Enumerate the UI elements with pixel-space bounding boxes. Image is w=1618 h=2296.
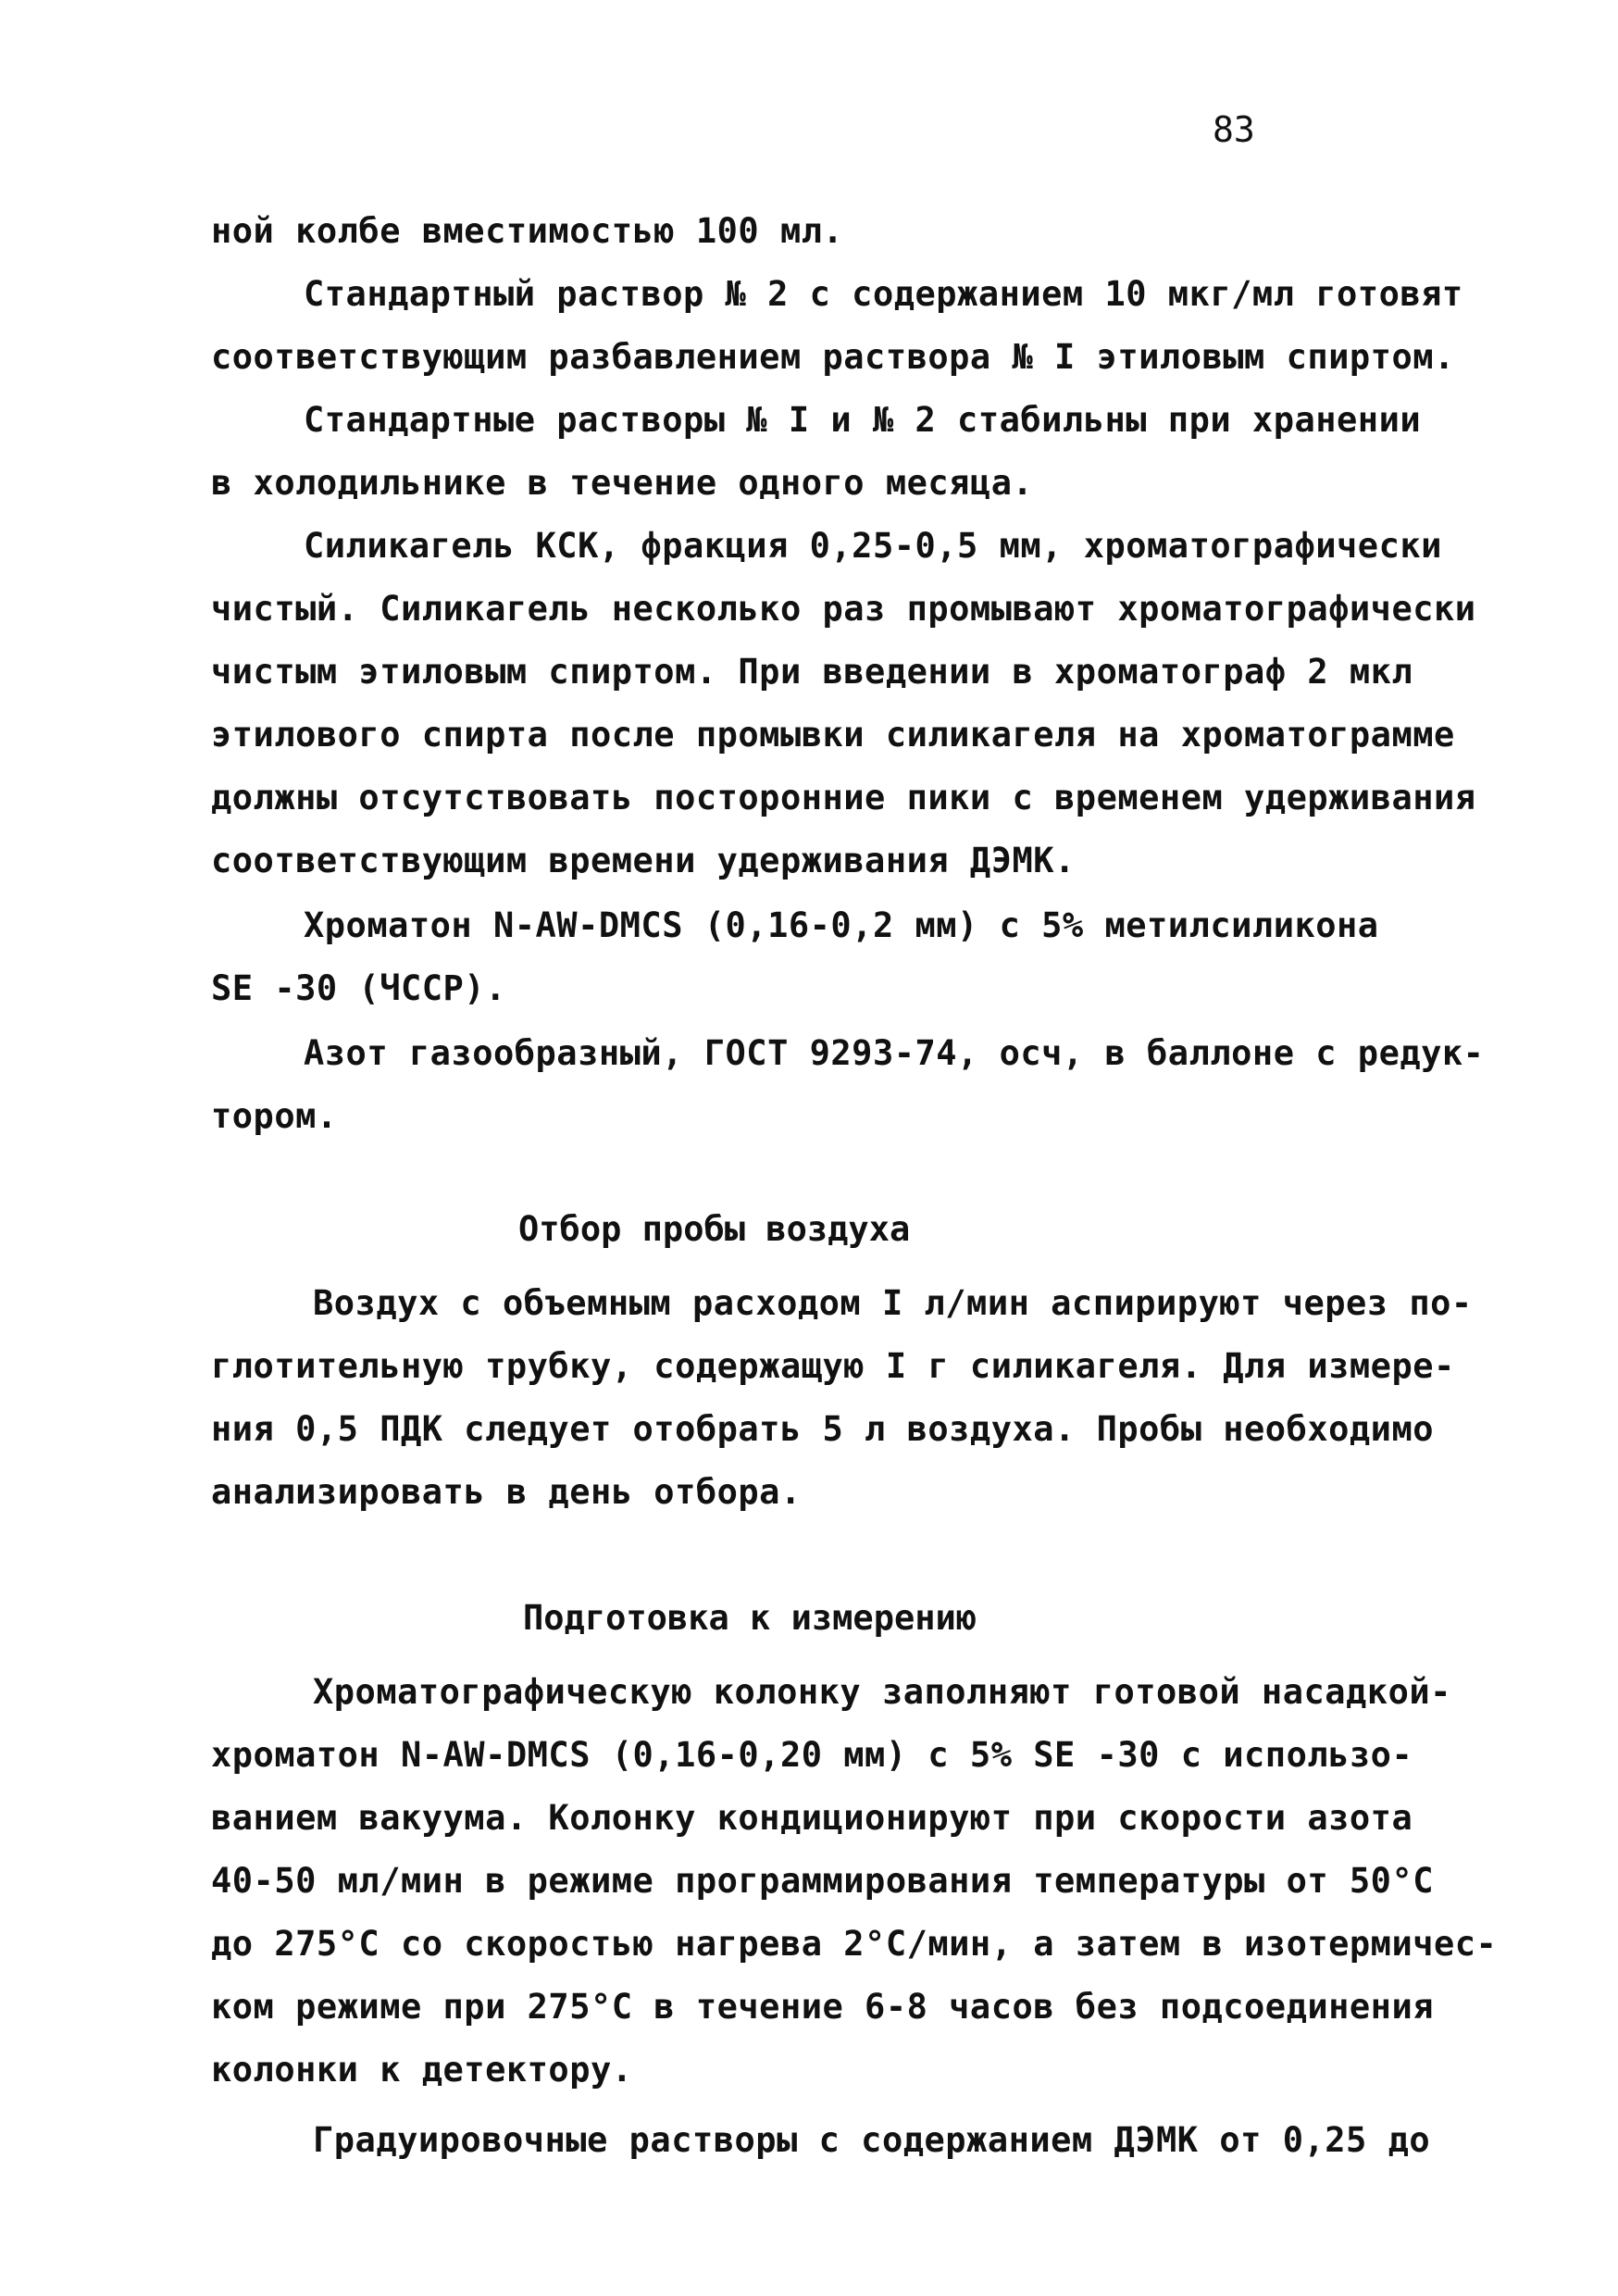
- text-line: соответствующим разбавлением раствора № I этиловым спиртом.: [211, 337, 1455, 377]
- text-line: Градуировочные растворы с содержанием ДЭМК от 0,25 до: [313, 2120, 1431, 2160]
- text-line: соответствующим времени удерживания ДЭМК.: [211, 841, 1076, 880]
- text-line: Азот газообразный, ГОСТ 9293-74, осч, в баллоне с редук-: [304, 1033, 1485, 1073]
- text-line: в холодильнике в течение одного месяца.: [211, 463, 1034, 503]
- text-line: Воздух с объемным расходом I л/мин аспирируют через по-: [313, 1283, 1473, 1323]
- text-line: SE -30 (ЧССР).: [211, 968, 506, 1008]
- text-line: Хроматон N-AW-DMCS (0,16-0,2 мм) с 5% метилсиликона: [304, 905, 1379, 945]
- text-line: ванием вакуума. Колонку кондиционируют при скорости азота: [211, 1798, 1413, 1838]
- text-line: ком режиме при 275°С в течение 6-8 часов без подсоединения: [211, 1987, 1435, 2027]
- text-line: хроматон N-AW-DMCS (0,16-0,20 мм) с 5% SE -30 с использо-: [211, 1735, 1413, 1775]
- text-line: чистый. Силикагель несколько раз промывают хроматографически: [211, 589, 1476, 629]
- text-line: тором.: [211, 1096, 338, 1136]
- text-line: колонки к детектору.: [211, 2050, 633, 2090]
- text-line: Стандартный раствор № 2 с содержанием 10 мкг/мл готовят: [304, 274, 1463, 314]
- text-line: анализировать в день отбора.: [211, 1472, 802, 1512]
- text-line: чистым этиловым спиртом. При введении в хроматограф 2 мкл: [211, 652, 1413, 692]
- text-line: ной колбе вместимостью 100 мл.: [211, 211, 844, 251]
- page-number: 83: [1213, 109, 1255, 150]
- text-line: 40-50 мл/мин в режиме программирования температуры от 50°С: [211, 1861, 1435, 1901]
- text-line: Стандартные растворы № I и № 2 стабильны при хранении: [304, 400, 1422, 440]
- section-heading-preparation: Подготовка к измерению: [523, 1598, 977, 1638]
- text-line: ния 0,5 ПДК следует отобрать 5 л воздуха. Пробы необходимо: [211, 1409, 1435, 1449]
- text-line: глотительную трубку, содержащую I г силикагеля. Для измере-: [211, 1346, 1455, 1386]
- text-line: Силикагель КСК, фракция 0,25-0,5 мм, хроматографически: [304, 526, 1442, 566]
- text-line: до 275°С со скоростью нагрева 2°С/мин, а затем в изотермичес-: [211, 1924, 1498, 1964]
- text-line: этилового спирта после промывки силикагеля на хроматограмме: [211, 715, 1455, 755]
- section-heading-sampling: Отбор пробы воздуха: [518, 1209, 911, 1249]
- text-line: Хроматографическую колонку заполняют готовой насадкой-: [313, 1672, 1451, 1712]
- text-line: должны отсутствовать посторонние пики с временем удерживания: [211, 778, 1476, 817]
